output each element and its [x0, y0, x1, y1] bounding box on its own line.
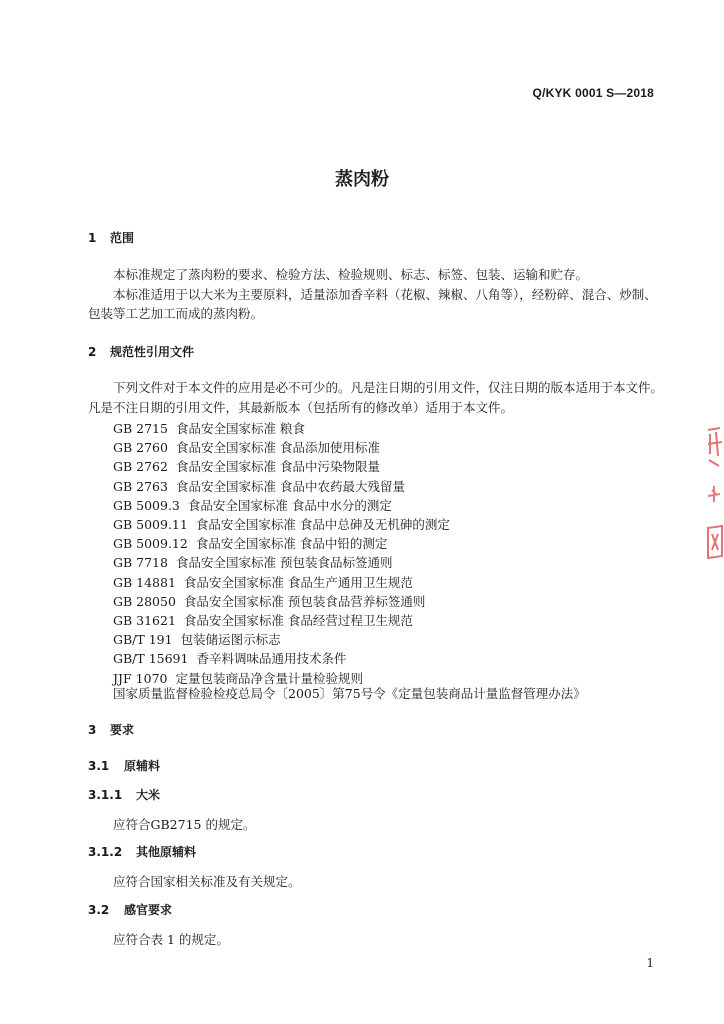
reference-title: 食品安全国家标准 预包装食品标签通则 [175, 555, 393, 571]
reference-code: GB 7718 [113, 555, 168, 571]
paragraph: 应符合国家相关标准及有关规定。 [113, 874, 301, 889]
subsection-3-1-2-heading [88, 843, 196, 860]
reference-title: 食品安全国家标准 粮食 [175, 421, 305, 436]
reference-item [113, 649, 346, 667]
reference-title: 食品安全国家标准 食品中污染物限量 [175, 459, 380, 475]
page-number: 1 [646, 956, 654, 970]
reference-title: 定量包装商品净含量计量检验规则 [175, 670, 363, 686]
reference-item [113, 592, 425, 610]
reference-code: GB 5009.3 [113, 497, 180, 513]
subsection-title: 原辅料 [124, 759, 161, 773]
section-title: 规范性引用文件 [110, 345, 195, 359]
subsection-title: 大米 [136, 788, 161, 802]
paragraph-continuation: 包装等工艺加工而成的蒸肉粉。 [88, 306, 264, 321]
paragraph: 本标准适用于以大米为主要原料，适量添加香辛料（花椒、辣椒、八角等），经粉碎、混合、炒制、 [113, 287, 657, 302]
paragraph: 应符合GB2715 的规定。 [113, 817, 256, 832]
reference-title: 食品安全国家标准 食品中铅的测定 [195, 536, 388, 552]
reference-item [113, 515, 450, 533]
reference-item [113, 534, 387, 552]
reference-title: 食品安全国家标准 预包装食品营养标签通则 [183, 593, 426, 609]
paragraph: 下列文件对于本文件的应用是必不可少的。凡是注日期的引用文件，仅注日期的版本适用于本文件。 [113, 380, 664, 395]
reference-title: 食品安全国家标准 食品生产通用卫生规范 [183, 574, 413, 590]
reference-item [113, 477, 405, 495]
reference-item [113, 438, 380, 456]
reference-code: GB 14881 [113, 574, 176, 590]
reference-title: 食品安全国家标准 食品中农药最大残留量 [175, 478, 405, 494]
seal-stamp-icon [704, 420, 724, 570]
reference-item [113, 496, 392, 514]
reference-code: GB 2715 [113, 421, 168, 436]
subsection-number: 3.1 [88, 759, 110, 773]
subsection-title: 其他原辅料 [136, 845, 197, 859]
reference-code: GB 31621 [113, 613, 176, 628]
section-1-heading [88, 229, 134, 246]
subsection-3-1-heading [88, 757, 160, 774]
reference-title: 食品安全国家标准 食品经营过程卫生规范 [183, 613, 413, 628]
reference-code: GB 2762 [113, 459, 168, 475]
reference-title: 食品安全国家标准 食品中总砷及无机砷的测定 [195, 517, 450, 532]
reference-code: GB 28050 [113, 593, 176, 609]
reference-code: GB 2760 [113, 440, 168, 456]
reference-item [113, 630, 281, 648]
reference-item [113, 419, 305, 437]
standard-code: Q/KYK 0001 S—2018 [532, 86, 654, 100]
section-3-heading [88, 721, 134, 738]
reference-code: JJF 1070 [113, 670, 168, 686]
section-number: 3 [88, 723, 97, 737]
subsection-title: 感官要求 [124, 903, 173, 917]
subsection-number: 3.2 [88, 903, 110, 917]
reference-title: 食品安全国家标准 食品中水分的测定 [187, 497, 392, 513]
section-title: 要求 [110, 723, 135, 737]
subsection-number: 3.1.2 [88, 845, 123, 859]
reference-title: 食品安全国家标准 食品添加使用标准 [175, 440, 380, 456]
paragraph: 应符合表 1 的规定。 [113, 932, 229, 947]
reference-title: 包装储运图示标志 [180, 632, 281, 648]
reference-code: GB 5009.11 [113, 517, 188, 532]
reference-item [113, 457, 380, 475]
reference-item [113, 611, 413, 629]
section-title: 范围 [110, 231, 135, 245]
reference-item [113, 573, 413, 591]
reference-item [113, 553, 392, 571]
reference-code: GB 2763 [113, 478, 168, 494]
reference-code: GB 5009.12 [113, 536, 188, 552]
page-title: 蒸肉粉 [335, 169, 389, 190]
reference-code: GB/T 191 [113, 632, 173, 648]
paragraph: 本标准规定了蒸肉粉的要求、检验方法、检验规则、标志、标签、包装、运输和贮存。 [113, 267, 589, 282]
reference-code: GB/T 15691 [113, 651, 189, 667]
subsection-3-1-1-heading [88, 786, 160, 803]
section-number: 1 [88, 231, 97, 245]
paragraph-continuation: 凡是不注日期的引用文件，其最新版本（包括所有的修改单）适用于本文件。 [88, 400, 514, 415]
section-2-heading [88, 343, 194, 360]
section-number: 2 [88, 345, 97, 359]
subsection-3-2-heading [88, 901, 172, 918]
reference-title: 香辛料调味品通用技术条件 [196, 651, 347, 667]
subsection-number: 3.1.1 [88, 788, 123, 802]
reference-item-regulation: 国家质量监督检验检疫总局令〔2005〕第75号令《定量包装商品计量监督管理办法》 [113, 686, 586, 701]
